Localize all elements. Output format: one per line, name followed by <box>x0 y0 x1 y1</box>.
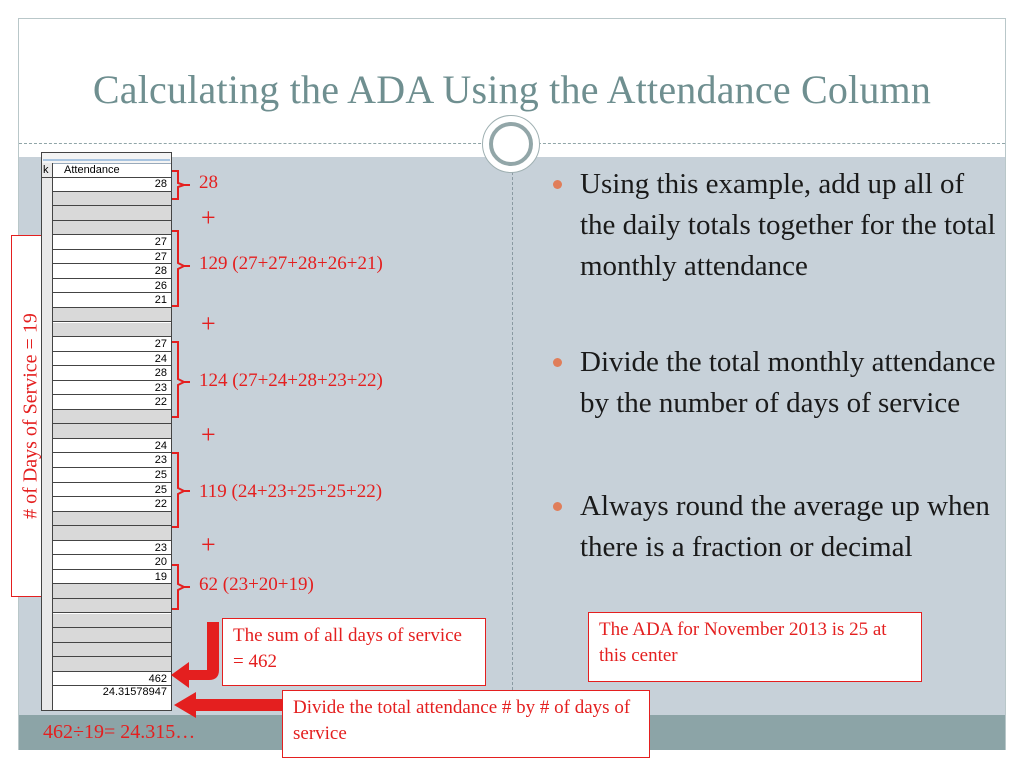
brace-1 <box>172 171 184 199</box>
sheet-row: 28 <box>53 366 171 381</box>
sheet-row: 27 <box>53 337 171 352</box>
sheet-row <box>53 657 171 672</box>
footer-formula: 462÷19= 24.315… <box>43 721 196 743</box>
plus-sign-2: + <box>201 309 216 338</box>
sheet-col-attendance: Attendance <box>64 164 120 176</box>
sheet-row: 462 <box>53 672 171 687</box>
left-arrow-icon <box>170 690 290 720</box>
sheet-row <box>53 512 171 527</box>
plus-sign-1: + <box>201 203 216 232</box>
ornament-ring-icon <box>489 122 533 166</box>
sheet-row: 28 <box>53 177 171 192</box>
bullet-1-text: Using this example, add up all of the daily totals together for the total monthly attendance <box>580 168 996 282</box>
brace-2 <box>172 231 184 306</box>
bullet-dot-icon <box>553 180 562 189</box>
group-total-3: 124 (27+24+28+23+22) <box>199 370 383 391</box>
sheet-row <box>53 192 171 207</box>
brace-3 <box>172 342 184 417</box>
brace-5 <box>172 565 184 609</box>
sheet-row <box>53 614 171 629</box>
bullet-3-text: Always round the average up when there is a fraction or decimal <box>580 490 990 563</box>
sheet-row <box>53 206 171 221</box>
sheet-row <box>53 410 171 425</box>
sheet-average-value: 24.31578947 <box>102 686 167 699</box>
sheet-row: 21 <box>53 293 171 308</box>
sheet-row: 24 <box>53 352 171 367</box>
sheet-row: 23 <box>53 453 171 468</box>
sheet-row <box>53 526 171 541</box>
plus-sign-4: + <box>201 530 216 559</box>
sheet-row: 25 <box>53 468 171 483</box>
sheet-row <box>53 599 171 614</box>
brace-4 <box>172 453 184 527</box>
group-total-5: 62 (23+20+19) <box>199 574 314 595</box>
sheet-row: 26 <box>53 279 171 294</box>
sheet-row: 22 <box>53 395 171 410</box>
plus-sign-3: + <box>201 420 216 449</box>
braces <box>168 165 198 625</box>
sheet-row <box>53 308 171 323</box>
column-divider <box>512 157 513 715</box>
sheet-row <box>53 323 171 338</box>
divide-callout: Divide the total attendance # by # of days of service <box>282 690 650 758</box>
sheet-row: 23 <box>53 381 171 396</box>
sheet-row <box>53 628 171 643</box>
group-total-1: 28 <box>199 172 218 193</box>
sheet-left-column <box>42 163 53 711</box>
sum-callout: The sum of all days of service = 462 <box>222 618 486 686</box>
sheet-row: 25 <box>53 483 171 498</box>
sheet-row <box>53 584 171 599</box>
sheet-header-row <box>42 164 171 178</box>
sheet-row: 20 <box>53 555 171 570</box>
attendance-sheet <box>41 152 172 711</box>
sheet-row: 19 <box>53 570 171 585</box>
sheet-row: 27 <box>53 235 171 250</box>
bullet-2-text: Divide the total monthly attendance by the number of days of service <box>580 346 996 419</box>
group-total-2: 129 (27+27+28+26+21) <box>199 253 383 274</box>
sheet-selection-line <box>43 159 170 161</box>
sheet-row: 28 <box>53 264 171 279</box>
bullet-dot-icon <box>553 358 562 367</box>
sheet-row <box>53 643 171 658</box>
sheet-row: 27 <box>53 250 171 265</box>
days-of-service-label: # of Days of Service = 19 <box>19 313 42 519</box>
sheet-row: 24 <box>53 439 171 454</box>
curved-arrow-icon <box>165 618 225 690</box>
sheet-row: 22 <box>53 497 171 512</box>
ada-result-callout: The ADA for November 2013 is 25 at this center <box>588 612 922 682</box>
sheet-row <box>53 221 171 236</box>
bullet-dot-icon <box>553 502 562 511</box>
sheet-row <box>53 424 171 439</box>
sheet-col-k: k <box>43 164 49 176</box>
group-total-4: 119 (24+23+25+25+22) <box>199 481 383 502</box>
slide-title: Calculating the ADA Using the Attendance Column <box>92 67 932 112</box>
sheet-row: 23 <box>53 541 171 556</box>
